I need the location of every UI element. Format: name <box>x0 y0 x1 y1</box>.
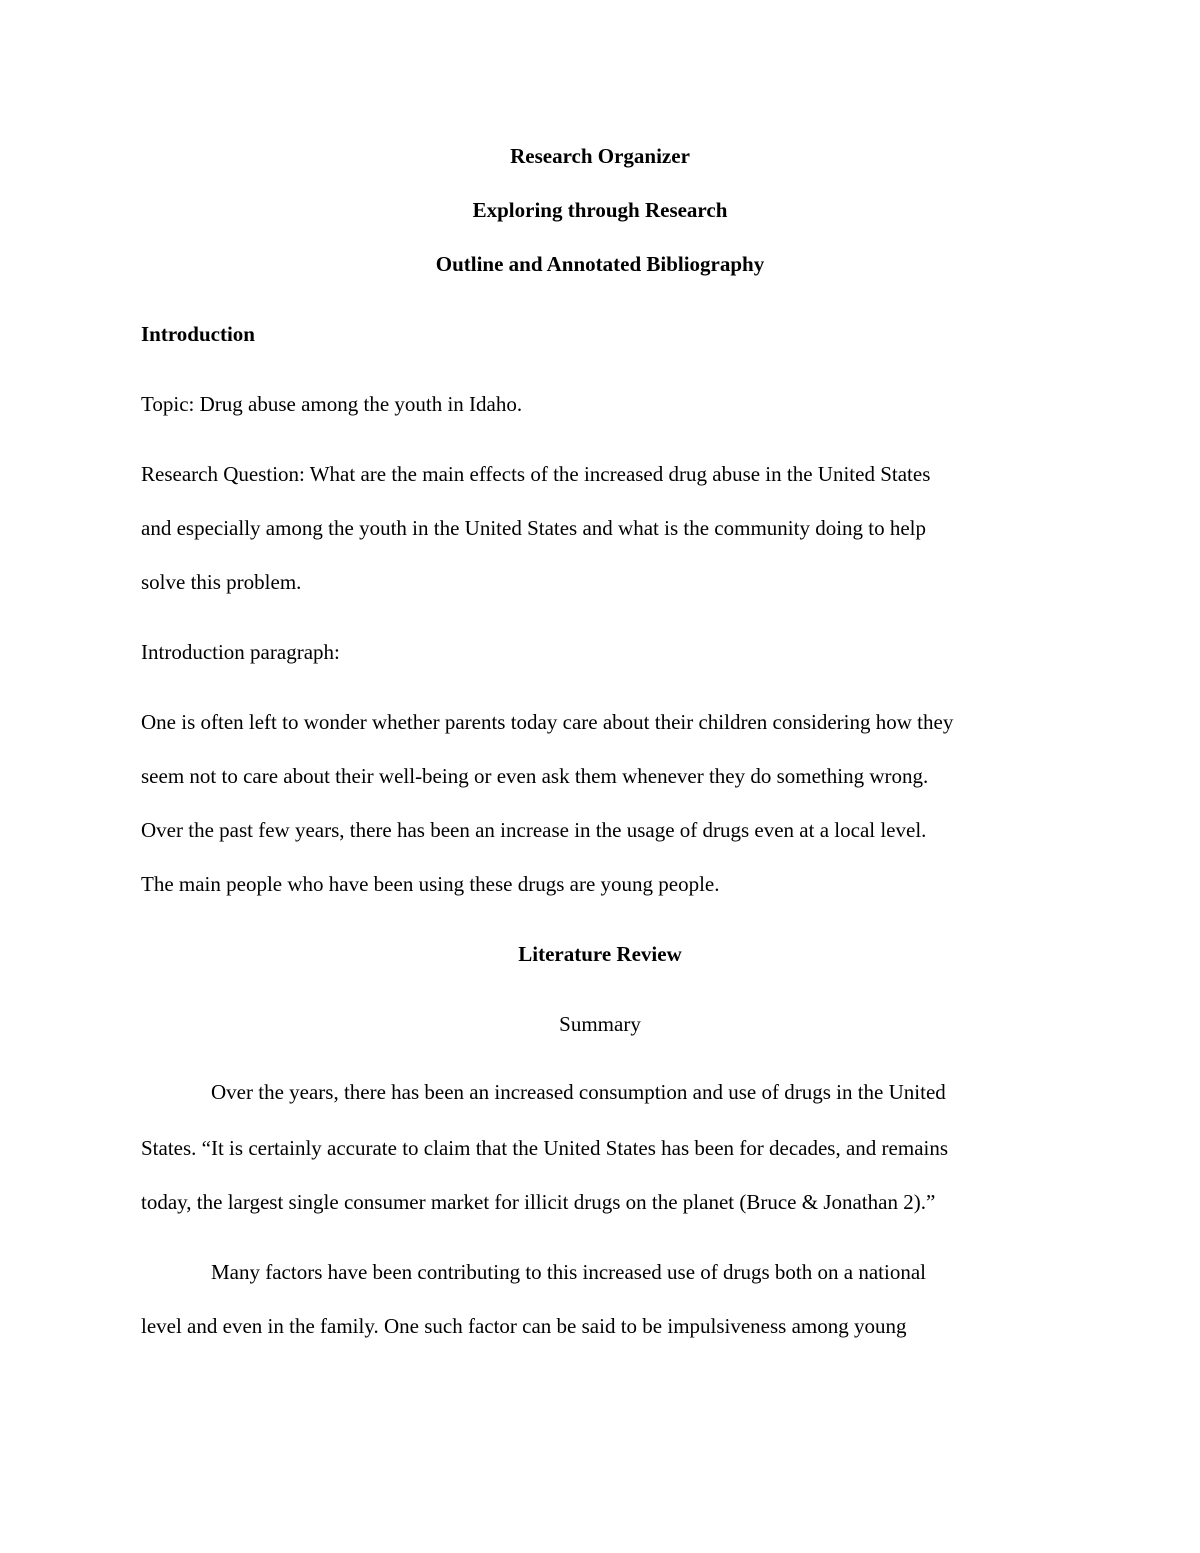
summary-paragraph-line: level and even in the family. One such factor can be said to be impulsiveness among young <box>141 1314 907 1338</box>
research-question-line: Research Question: What are the main effects of the increased drug abuse in the United States <box>141 462 931 486</box>
summary-paragraph-line: Many factors have been contributing to this increased use of drugs both on a national <box>211 1260 926 1284</box>
introduction-paragraph-line: One is often left to wonder whether parents today care about their children considering how they <box>141 710 954 734</box>
introduction-paragraph-line: The main people who have been using these drugs are young people. <box>141 872 720 896</box>
document-title: Research Organizer <box>510 144 690 168</box>
document-subtitle-2: Outline and Annotated Bibliography <box>435 252 765 276</box>
summary-paragraph-line: today, the largest single consumer market for illicit drugs on the planet (Bruce & Jonathan 2).” <box>141 1190 936 1214</box>
introduction-paragraph-line: Over the past few years, there has been an increase in the usage of drugs even at a local level. <box>141 818 927 842</box>
introduction-heading: Introduction <box>141 322 255 346</box>
topic-line: Topic: Drug abuse among the youth in Idaho. <box>141 392 523 416</box>
research-question-line: solve this problem. <box>141 570 302 594</box>
literature-review-heading: Literature Review <box>518 942 682 966</box>
introduction-paragraph-label: Introduction paragraph: <box>141 640 340 664</box>
summary-subheading: Summary <box>559 1012 641 1036</box>
summary-paragraph-line: Over the years, there has been an increased consumption and use of drugs in the United <box>211 1080 946 1104</box>
introduction-paragraph-line: seem not to care about their well-being or even ask them whenever they do something wrong. <box>141 764 929 788</box>
summary-paragraph-line: States. “It is certainly accurate to claim that the United States has been for decades, and remains <box>141 1136 949 1160</box>
document-subtitle: Exploring through Research <box>472 198 728 222</box>
research-question-line: and especially among the youth in the United States and what is the community doing to help <box>141 516 927 540</box>
